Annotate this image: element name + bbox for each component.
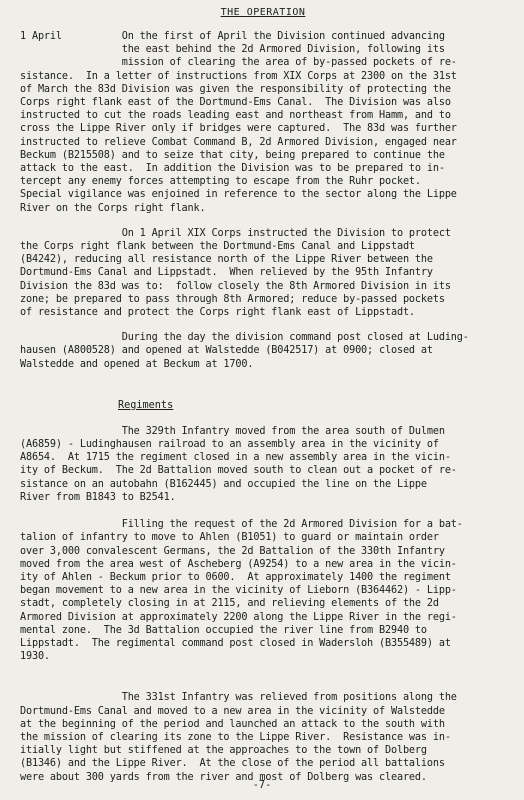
text-line: sistance on an autobahn (B162445) and occupied the line on the Lippe <box>20 478 427 490</box>
text-line: Corps right flank east of the Dortmund-Ems Canal. The Division was also <box>20 97 451 109</box>
text-line: Dortmund-Ems Canal and Lippstadt. When relieved by the 95th Infantry <box>20 267 433 279</box>
text-line: of March the 83d Division was given the responsibility of protecting the <box>20 83 451 95</box>
text-line: talion of infantry to move to Ahlen (B1051) to guard or maintain order <box>20 532 439 544</box>
text-line: Lippstadt. The regimental command post closed in Wadersloh (B355489) at <box>20 637 451 649</box>
text-line: On 1 April XIX Corps instructed the Division to protect <box>20 227 451 239</box>
text-line: 1 April On the first of April the Division continued advancing <box>20 31 445 42</box>
page-title: THE OPERATION <box>220 7 306 18</box>
r329-paragraph <box>20 425 506 504</box>
corps-paragraph <box>20 227 506 319</box>
text-line: River on the Corps right flank. <box>20 202 206 214</box>
text-line: mental zone. The 3d Battalion occupied the river line from B2940 to <box>20 624 427 636</box>
text-line: Dortmund-Ems Canal and moved to a new area in the vicinity of Walstedde <box>20 705 445 717</box>
text-line: sistance. In a letter of instructions from XIX Corps at 2300 on the 31st <box>20 70 457 82</box>
text-line: tercept any enemy forces attempting to escape from the Ruhr pocket. <box>20 176 421 188</box>
text-line: hausen (A800528) and opened at Walstedde (B042517) at 0900; closed at <box>20 345 433 357</box>
text-line: The 331st Infantry was relieved from positions along the <box>20 692 457 704</box>
text-line: instructed to cut the roads leading east and northeast from Hamm, and to <box>20 110 451 122</box>
command-post-paragraph <box>20 331 506 371</box>
text-line: ity of Ahlen - Beckum prior to 0600. At approximately 1400 the regiment <box>20 571 451 583</box>
text-line: attack to the east. In addition the Division was to be prepared to in- <box>20 163 445 175</box>
text-line: (A6859) - Ludinghausen railroad to an assembly area in the vicinity of <box>20 439 439 451</box>
text-line: 1930. <box>20 651 50 663</box>
text-line: Armored Division at approximately 2200 along the Lippe River in the regi- <box>20 611 457 623</box>
text-line: The 329th Infantry moved from the area south of Dulmen <box>20 425 445 437</box>
text-line: During the day the division command post closed at Luding- <box>20 332 469 344</box>
text-line: over 3,000 convalescent Germans, the 2d Battalion of the 330th Infantry <box>20 545 445 557</box>
text-line: Division the 83d was to: follow closely the 8th Armored Division in its <box>20 280 451 292</box>
r331-paragraph <box>20 691 506 783</box>
text-line: Walstedde and opened at Beckum at 1700. <box>20 358 254 370</box>
text-line: Special vigilance was enjoined in reference to the sector along the Lippe <box>20 189 457 201</box>
text-line: instructed to relieve Combat Command B, 2d Armored Division, engaged near <box>20 136 457 148</box>
text-line: were about 300 yards from the river and most of Dolberg was cleared. <box>20 771 427 783</box>
text-line: Beckum (B215508) and to seize that city, being prepared to continue the <box>20 149 445 161</box>
text-line: began movement to a new area in the vicinity of Lieborn (B364462) - Lipp- <box>20 585 457 597</box>
text-line: River from B1843 to B2541. <box>20 491 176 503</box>
text-line: at the beginning of the period and launched an attack to the south with <box>20 718 445 730</box>
text-line: the Corps right flank between the Dortmund-Ems Canal and Lippstadt <box>20 241 415 253</box>
text-line: A8654. At 1715 the regiment closed in a new assembly area in the vicin- <box>20 452 451 464</box>
text-line: the mission of clearing its zone to the Lippe River. Resistance was in- <box>20 731 451 743</box>
text-line: Filling the request of the 2d Armored Division for a bat- <box>20 519 463 531</box>
r330-paragraph <box>20 518 506 663</box>
text-line: cross the Lippe River only if bridges were captured. The 83d was further <box>20 123 457 135</box>
text-line: of resistance and protect the Corps right flank east of Lippstadt. <box>20 307 415 319</box>
text-line: the east behind the 2d Armored Division, following its <box>20 44 445 56</box>
regiments-heading: Regiments <box>118 399 174 411</box>
text-line: stadt, completely closing in at 2115, and relieving elements of the 2d <box>20 598 439 610</box>
text-line: (B1346) and the Lippe River. At the close of the period all battalions <box>20 758 445 770</box>
text-line: (B4242), reducing all resistance north of the Lippe River between the <box>20 254 433 266</box>
intro-paragraph <box>20 30 506 215</box>
text-line: mission of clearing the area of by-passed pockets of re- <box>20 57 457 69</box>
text-line: moved from the area west of Ascheberg (A9254) to a new area in the vicin- <box>20 558 457 570</box>
text-line: itially light but stiffened at the approaches to the town of Dolberg <box>20 745 427 757</box>
text-line: ity of Beckum. The 2d Battalion moved south to clean out a pocket of re- <box>20 465 457 477</box>
text-line: zone; be prepared to pass through 8th Armored; reduce by-passed pockets <box>20 293 445 305</box>
page-number: -7- <box>252 780 272 791</box>
